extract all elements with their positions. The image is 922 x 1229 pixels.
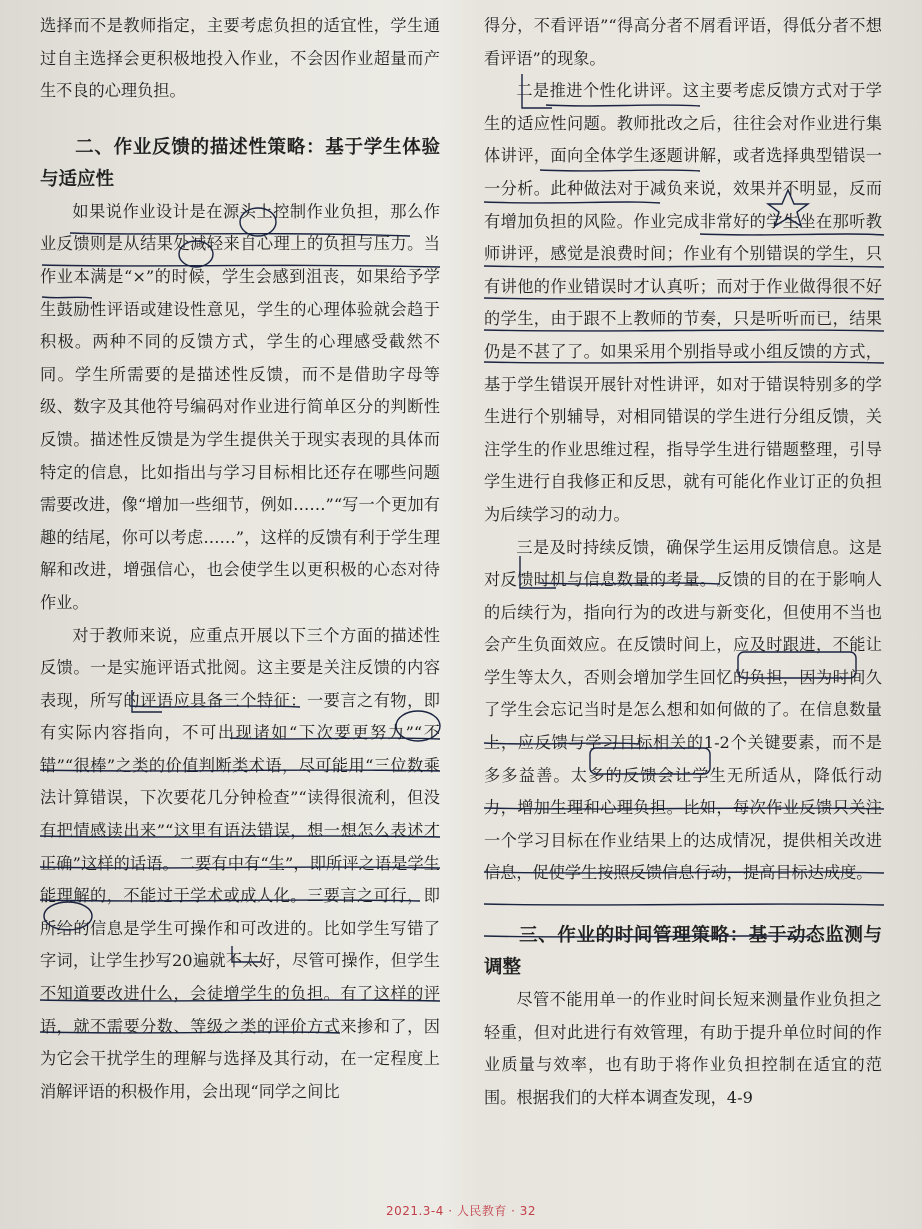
intro-paragraph: 选择而不是教师指定，主要考虑负担的适宜性，学生通过自主选择会更积极地投入作业，不会因作业超量而产生不良的心理负担。: [40, 16, 440, 101]
section-3-heading: 三、作业的时间管理策略：基于动态监测与调整: [484, 925, 882, 979]
continued-paragraph: 得分，不看评语”“得高分者不屑看评语，得低分者不想看评语”的现象。: [484, 16, 882, 68]
paragraph-timely-feedback: 三是及时持续反馈，确保学生运用反馈信息。这是对反馈时机与信息数量的考量。反馈的目的在于影响人的后续行为，指向行为的改进与新变化，但使用不当也会产生负面效应。在反馈时间上，应及时跟进，不能让学生等太久，否则会增加学生回忆的负担，因为时间久了学生会忘记当时是怎么想和如何做的了。在信息数量上，应反馈与学习目标相关的1-2个关键要素，而不是多多益善。太多的反馈会让学生无所适从，降低行动力，增加生理和心理负担。比如，每次作业反馈只关注一个学习目标在作业结果上的达成情况，提供相关改进信息，促使学生按照反馈信息行动，提高目标达成度。: [484, 537, 882, 883]
paragraph-comment-marking: 对于教师来说，应重点开展以下三个方面的描述性反馈。一是实施评语式批阅。这主要是关注反馈的内容表现，所写的评语应具备三个特征：一要言之有物，即有实际内容指向，不可出现诸如“下次要更努力”“不错”“很棒”之类的价值判断类术语，尽可能用“三位数乘法计算错误，下次要花几分钟检查”“读得很流利，但没有把情感读出来”“这里有语法错误，想一想怎么表述才正确”这样的话语。二要有中有“生”，即所评之语是学生能理解的，不能过于学术或成人化。三要言之可行，即所给的信息是学生可操作和可改进的。比如学生写错了字词，让学生抄写20遍就不太好，尽管可操作，但学生不知道要改进什么，会徒增学生的负担。有了这样的评语，就不需要分数、等级之类的评价方式来掺和了，因为它会干扰学生的理解与选择及其行动，在一定程度上消解评语的积极作用，会出现“同学之间比: [40, 625, 440, 1101]
left-column: [40, 10, 440, 1108]
paragraph-individual-review: 二是推进个性化讲评。这主要考虑反馈方式对于学生的适应性问题。教师批改之后，往往会对作业进行集体讲评，面向全体学生逐题讲解，或者选择典型错误一一分析。此种做法对于减负来说，效果并不明显，反而有增加负担的风险。作业完成非常好的学生坐在那听教师讲评，感觉是浪费时间；作业有个别错误的学生，只有讲他的作业错误时才认真听；而对于作业做得很不好的学生，由于跟不上教师的节奏，只是听听而已，结果仍是不甚了了。如果采用个别指导或小组反馈的方式，基于学生错误开展针对性讲评，如对于错误特别多的学生进行个别辅导，对相同错误的学生进行分组反馈，关注学生的作业思维过程，指导学生进行错题整理，引导学生进行自我修正和反思，就有可能化作业订正的负担为后续学习的动力。: [484, 81, 882, 524]
page-footer: 2021.3-4 · 人民教育 · 32: [385, 1204, 537, 1218]
paragraph-time-management: 尽管不能用单一的作业时间长短来测量作业负担之轻重，但对此进行有效管理，有助于提升单位时间的作业质量与效率，也有助于将作业负担控制在适宜的范围。根据我们的大样本调查发现，4-9: [484, 990, 882, 1107]
paragraph-descriptive-feedback: 如果说作业设计是在源头上控制作业负担，那么作业反馈则是从结果处减轻来自心理上的负担与压力。当作业本满是“×”的时候，学生会感到沮丧，如果给予学生鼓励性评语或建设性意见，学生的心理体验就会趋于积极。两种不同的反馈方式，学生的心理感受截然不同。学生所需要的是描述性反馈，而不是借助字母等级、数字及其他符号编码对作业进行简单区分的判断性反馈。描述性反馈是为学生提供关于现实表现的具体而特定的信息，比如指出与学习目标相比还存在哪些问题需要改进，像“增加一些细节，例如……”“写一个更加有趣的结尾，你可以考虑……”，这样的反馈有利于学生理解和改进，增强信心，也会使学生以更积极的心态对待作业。: [40, 201, 440, 612]
right-column: [484, 10, 882, 1114]
section-2-heading: 二、作业反馈的描述性策略：基于学生体验与适应性: [40, 136, 440, 190]
